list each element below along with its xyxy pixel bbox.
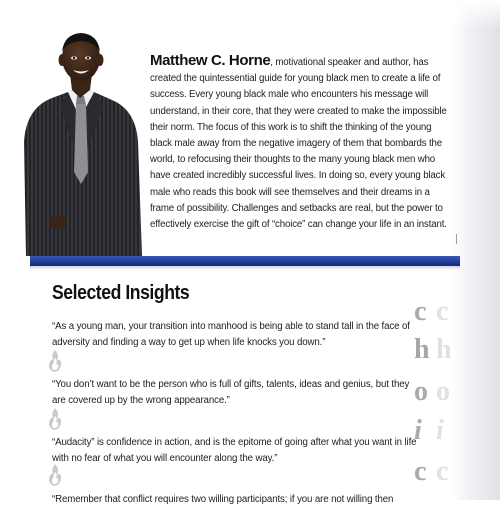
side-letter: h — [414, 334, 430, 365]
banner-shadow — [30, 266, 460, 270]
quote-item: “You don’t want to be the person who is full of gifts, talents, ideas and genius, but they are covered up by the wrong appearance.” — [52, 379, 410, 406]
page-edge-highlight — [430, 0, 500, 30]
author-name: Matthew C. Horne — [150, 52, 271, 69]
column-rule-tick — [456, 234, 457, 244]
flame-divider-icon — [44, 349, 66, 373]
side-letter: i — [414, 415, 422, 446]
section-title: Selected Insights — [52, 282, 190, 304]
side-letter-shadow: c — [436, 456, 449, 487]
blue-banner — [30, 256, 460, 266]
side-letter-shadow: c — [436, 296, 449, 327]
author-portrait — [18, 22, 144, 256]
quote-item: “As a young man, your transition into manhood is being able to stand tall in the face of adversity and finding a way to get up when life knocks you down.” — [52, 321, 410, 348]
quote-item: “Audacity” is confidence in action, and is the epitome of going after what you want in life with no fear of what you will encounter along the way.” — [52, 437, 417, 464]
side-letter: c — [414, 456, 427, 487]
side-letter-shadow: h — [436, 334, 452, 365]
author-bio — [150, 53, 455, 233]
page-edge-shadow — [452, 0, 500, 500]
author-bio-text: , motivational speaker and author, has created the quintessential guide for young black men to create a life of success. Every young black male who encounters his message will understand, in their core, that they were created to make the impossible their norm. The focus of this work is to shift the thinking of the young black male away from the negative imagery of them that bombards the world, to refocusing their thoughts to the many young black men who have created incredibly successful lives. In doing so, every young black male who reads this book will see themselves and their dreams in a frame of possibility. Challenges and setbacks are real, but the power to effectively exercise the gift of “choice” can change your life in an instant. — [150, 57, 447, 231]
side-letter: o — [414, 376, 428, 407]
quote-item: “Remember that conflict requires two willing participants; if you are not willing then — [52, 494, 394, 505]
side-letter: c — [414, 296, 427, 327]
flame-divider-icon — [44, 407, 66, 431]
side-letter-shadow: o — [436, 376, 450, 407]
flame-divider-icon — [44, 463, 66, 487]
side-letter-shadow: i — [436, 415, 444, 446]
